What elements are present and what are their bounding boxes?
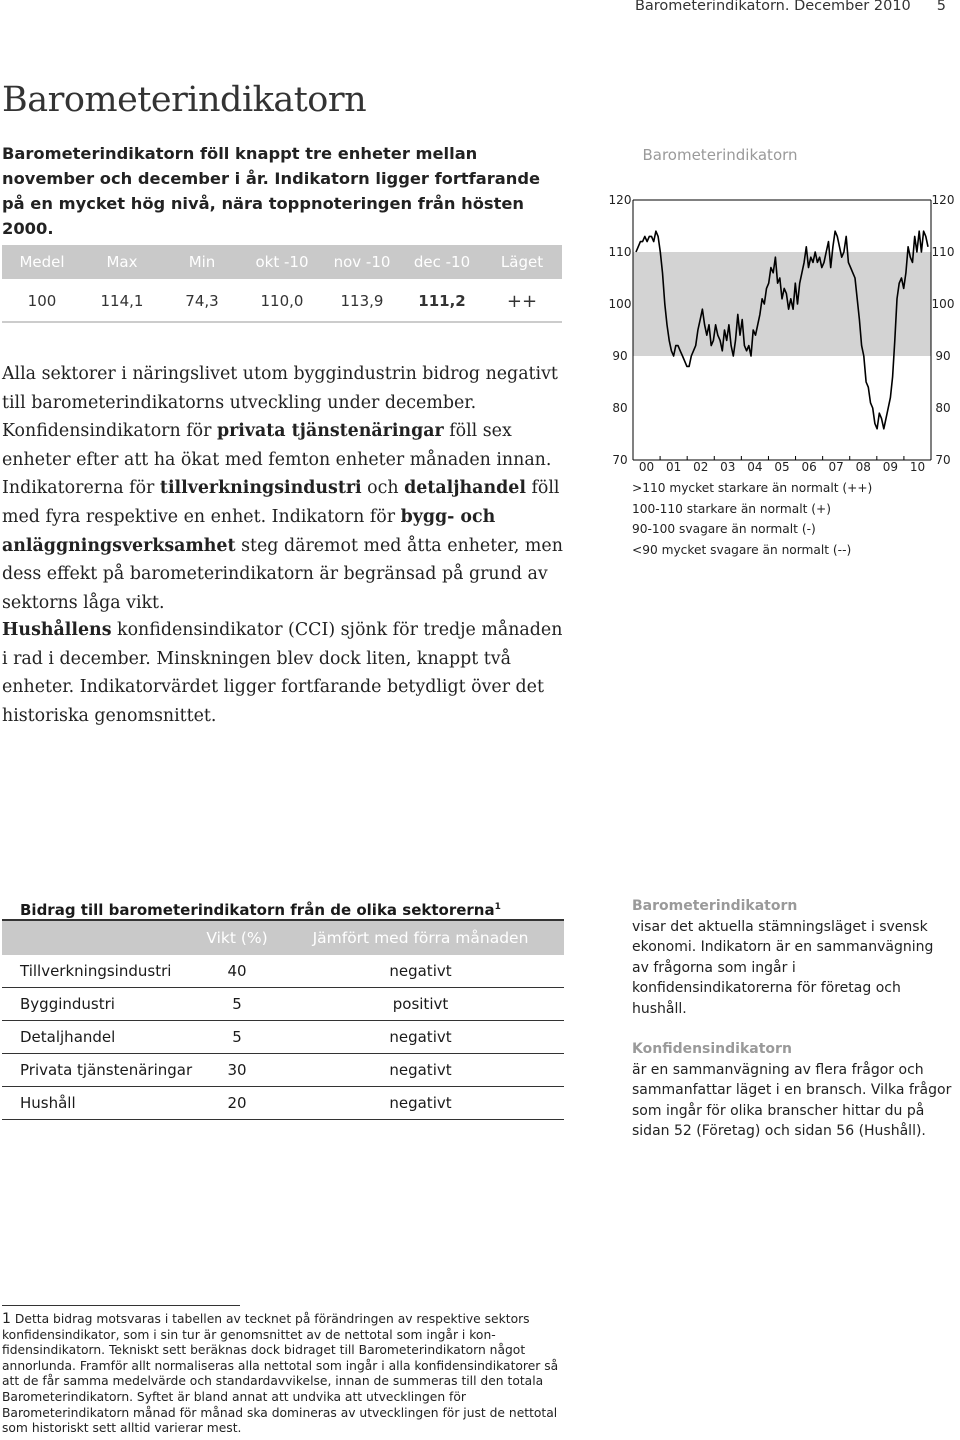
- p1-text-g: föll med fyra respektive en enhet. Indikatorn för: [2, 478, 560, 527]
- x-tick-10: 10: [909, 460, 926, 474]
- table-row: [2, 1021, 564, 1054]
- row-comparison: positivt: [392, 995, 449, 1013]
- summary-header-medel: Medel: [19, 253, 65, 271]
- summary-values-row: [2, 281, 562, 323]
- row-sector: Privata tjänstenäringar: [20, 1061, 193, 1079]
- x-axis-ticks: [633, 456, 931, 474]
- y-tick-right-90: 90: [935, 349, 951, 363]
- footnote-text: Detta bidrag motsvaras i tabellen av tecknet på förändringen av respektive sektors konfidensindikator, som i sin tur är genomsnittet av de nettotal som ingår i konfidensindikatorn. Tekniskt sett beräknas dock bidraget till Barometerindikatorn något annorlunda. Framför allt normaliseras alla nettotal som ingår i alla konfidensindikatorer så att de får samma medelvärde och standardavvikelse, innan de summeras till den totala Barometerindikatorn. Syftet är bland annat att undvika att utvecklingen för Barometerindikatorn månad för månad ska domineras av utvecklingen för just de nettotal som historiskt sett alltid varierar mest.: [2, 1312, 559, 1436]
- y-tick-right-80: 80: [935, 401, 951, 415]
- running-title: Barometerindikatorn. December 2010: [634, 0, 911, 14]
- header-comparison: Jämfört med förra månaden: [312, 929, 529, 947]
- definition-heading-barometer: Barometerindikatorn: [632, 898, 798, 914]
- y-tick-left-90: 90: [612, 349, 628, 363]
- contribution-table: [2, 895, 564, 1120]
- row-weight: 5: [232, 995, 242, 1013]
- p1-bold-privata: privata tjänstenäringar: [216, 421, 444, 442]
- header-weight: Vikt (%): [206, 929, 268, 947]
- table-row: [2, 1087, 564, 1120]
- row-sector: Tillverkningsindustri: [20, 962, 172, 980]
- y-axis-right: [932, 193, 955, 467]
- definitions-sidebar: [632, 896, 952, 1162]
- table-row: [2, 1054, 564, 1087]
- summary-table: [2, 245, 562, 323]
- definition-heading-confidence: Konfidensindikatorn: [632, 1041, 792, 1057]
- summary-value-laget: ++: [506, 290, 538, 312]
- row-weight: 30: [227, 1061, 247, 1079]
- row-sector: Byggindustri: [20, 995, 115, 1013]
- row-weight: 5: [232, 1028, 242, 1046]
- p1-text-e: och: [361, 478, 405, 499]
- p1-bold-tillverkning: tillverkningsindustri: [159, 478, 362, 499]
- y-tick-left-70: 70: [612, 453, 628, 467]
- x-tick-07: 07: [828, 460, 844, 474]
- p2-bold-hushallens: Hushållens: [2, 620, 112, 640]
- y-axis-left: [609, 193, 632, 467]
- y-tick-left-100: 100: [608, 297, 632, 311]
- row-comparison: negativt: [389, 1028, 452, 1046]
- footnote-number: 1: [2, 1311, 11, 1327]
- body-paragraph-households: [2, 616, 564, 730]
- definition-confidence: [632, 1039, 952, 1142]
- summary-header-min: Min: [188, 253, 216, 271]
- normal-range-band: [633, 252, 931, 356]
- summary-value-nov: 113,9: [340, 292, 384, 310]
- definition-text-confidence: är en sammanvägning av flera frågor och sammanfattar läget i en bransch. Vilka frågor som ingår för olika branscher hittar du på sidan 52 (Företag) och sidan 56 (Hushåll).: [632, 1061, 952, 1139]
- summary-value-dec: 111,2: [418, 292, 466, 310]
- summary-header-laget: Läget: [500, 253, 544, 271]
- row-comparison: negativt: [389, 962, 452, 980]
- footnote-ref: 1: [494, 902, 501, 912]
- x-tick-03: 03: [720, 460, 736, 474]
- contribution-table-title: [2, 895, 564, 919]
- page-number: 5: [936, 0, 946, 14]
- summary-value-okt: 110,0: [260, 292, 304, 310]
- row-comparison: negativt: [389, 1061, 452, 1079]
- p1-text-a: Alla sektorer i näringslivet utom byggindustrin bidrog negativt till barometerindikatorns utveckling under december. Konfidensindikatorn för: [2, 364, 558, 442]
- p1-text-c: föll sex enheter efter att ha ökat med femton enheter månaden innan. Indikatorerna för: [2, 421, 552, 499]
- x-tick-08: 08: [855, 460, 871, 474]
- x-tick-06: 06: [801, 460, 817, 474]
- chart-legend: [632, 478, 872, 560]
- x-tick-09: 09: [882, 460, 899, 474]
- legend-item-very-strong: >110 mycket starkare än normalt (++): [632, 481, 873, 495]
- definition-barometer: [632, 896, 952, 1019]
- body-paragraph-sectors: [2, 360, 564, 617]
- summary-header-okt: okt -10: [255, 253, 309, 271]
- definition-text-barometer: visar det aktuella stämningsläget i svensk ekonomi. Indikatorn är en sammanvägning av frågorna som ingår i konfidensindikatorerna för företag och hushåll.: [632, 918, 934, 1017]
- summary-header-max: Max: [106, 253, 138, 271]
- x-tick-04: 04: [747, 460, 763, 474]
- summary-value-max: 114,1: [100, 292, 144, 310]
- page-title: Barometerindikatorn: [2, 80, 367, 120]
- footnote-rule: [2, 1305, 240, 1306]
- footnote: [2, 1312, 562, 1437]
- p1-text-i: steg däremot med åtta enheter, men dess effekt på barometerindikatorn är begränsad på grund av sektorns låga vikt.: [2, 535, 563, 613]
- running-header: [635, 0, 946, 14]
- summary-header-dec: dec -10: [413, 253, 471, 271]
- x-tick-02: 02: [693, 460, 709, 474]
- y-tick-left-80: 80: [612, 401, 628, 415]
- summary-header-nov: nov -10: [333, 253, 391, 271]
- row-sector: Hushåll: [20, 1094, 76, 1112]
- lead-paragraph: Barometerindikatorn föll knappt tre enheter mellan november och december i år. Indikatorn ligger fortfarande på en mycket hög nivå, nära toppnoteringen från hösten 2000.: [2, 144, 541, 238]
- y-tick-left-110: 110: [608, 245, 632, 259]
- legend-item-strong: 100-110 starkare än normalt (+): [632, 501, 831, 516]
- legend-item-very-weak: <90 mycket svagare än normalt (--): [632, 542, 852, 557]
- y-tick-right-120: 120: [931, 193, 955, 207]
- table-row: [2, 955, 564, 988]
- p1-bold-bygg: bygg- och anläggningsverksamhet: [2, 506, 496, 556]
- y-tick-right-100: 100: [931, 297, 955, 311]
- table-row: [2, 988, 564, 1021]
- y-tick-right-110: 110: [931, 245, 955, 259]
- summary-header-row: [2, 245, 562, 279]
- summary-value-min: 74,3: [185, 292, 219, 310]
- x-tick-00: 00: [638, 460, 655, 474]
- p1-bold-detaljhandel: detaljhandel: [404, 478, 526, 499]
- legend-item-weak: 90-100 svagare än normalt (-): [632, 522, 816, 536]
- x-tick-05: 05: [774, 460, 790, 474]
- x-tick-01: 01: [665, 460, 682, 474]
- y-tick-right-70: 70: [935, 453, 951, 467]
- contribution-header-row: [2, 921, 564, 955]
- contribution-title-text: Bidrag till barometerindikatorn från de olika sektorerna: [20, 901, 495, 919]
- p2-text-b: konfidensindikator (CCI) sjönk för tredje månaden i rad i december. Minskningen blev dock liten, knappt två enheter. Indikatorvärdet ligger fortfarande betydligt över det historiska genomsnittet.: [2, 620, 563, 726]
- row-comparison: negativt: [389, 1094, 452, 1112]
- row-weight: 40: [227, 962, 247, 980]
- row-weight: 20: [227, 1094, 247, 1112]
- chart-title: Barometerindikatorn: [642, 146, 798, 164]
- summary-value-medel: 100: [27, 292, 57, 310]
- y-tick-left-120: 120: [608, 193, 632, 207]
- row-sector: Detaljhandel: [20, 1028, 116, 1046]
